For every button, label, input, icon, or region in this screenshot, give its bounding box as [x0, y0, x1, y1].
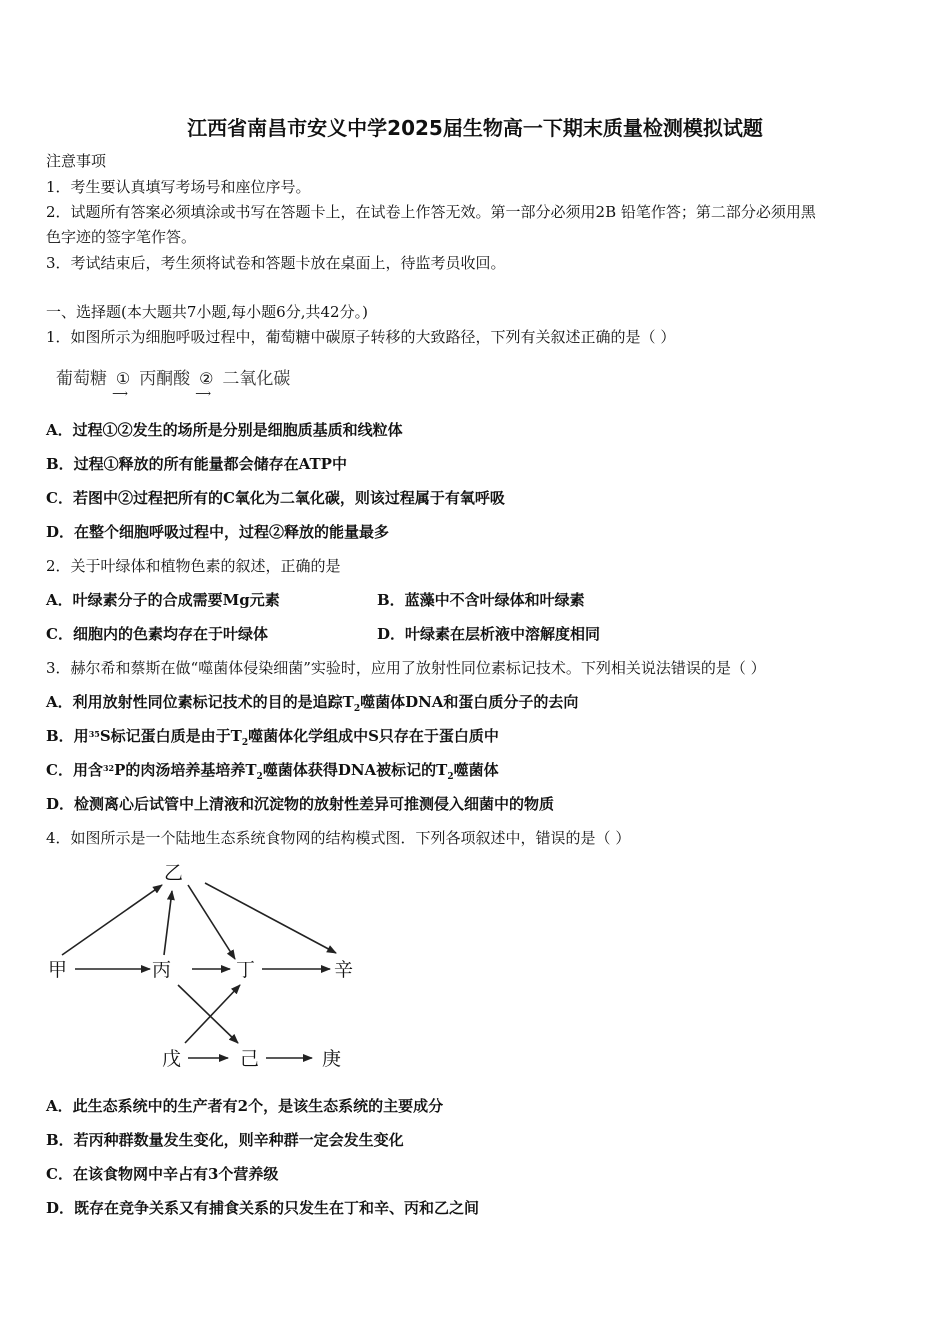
pathway-step2: ② — [199, 369, 214, 388]
node-geng: 庚 — [322, 1048, 342, 1070]
q4-option-a: A．此生态系统中的生产者有2个，是该生态系统的主要成分 — [46, 1097, 444, 1115]
q4-option-c: C．在该食物网中辛占有3个营养级 — [46, 1165, 279, 1183]
arrow-right-icon: ⟶ — [195, 387, 212, 400]
q4-option-d: D．既存在竞争关系又有捕食关系的只发生在丁和辛、丙和乙之间 — [46, 1199, 480, 1217]
node-bing: 丙 — [152, 959, 172, 981]
q1-option-d: D．在整个细胞呼吸过程中，过程②释放的能量最多 — [46, 523, 390, 541]
section-heading: 一、选择题(本大题共7小题,每小题6分,共42分。) — [46, 303, 368, 321]
notes-item-2: 2．试题所有答案必须填涂或书写在答题卡上，在试卷上作答无效。第一部分必须用2B 铅笔作答；第二部分必须用黑 — [46, 203, 816, 221]
node-jia: 甲 — [48, 959, 68, 981]
q3-option-c: C．用含$^{32}$P的肉汤培养基培养$T_2$噬菌体获得DNA被标记的$T_2$噬菌体 — [46, 761, 499, 782]
q2-stem: 2．关于叶绿体和植物色素的叙述，正确的是 — [46, 557, 341, 575]
pathway-glucose: 葡萄糖 — [56, 369, 107, 389]
edge-bing-yi — [164, 891, 172, 955]
q4-stem: 4．如图所示是一个陆地生态系统食物网的结构模式图．下列各项叙述中，错误的是（ ） — [46, 829, 631, 847]
food-web-diagram — [40, 855, 380, 1080]
node-xin: 辛 — [334, 959, 354, 981]
notes-item-1: 1．考生要认真填写考场号和座位序号。 — [46, 178, 311, 196]
notes-item-2-cont: 色字迹的签字笔作答。 — [46, 228, 197, 246]
q2-option-a: A．叶绿素分子的合成需要Mg元素 — [46, 591, 280, 609]
q1-option-b: B．过程①释放的所有能量都会储存在ATP中 — [46, 455, 347, 473]
q2-option-d: D．叶绿素在层析液中溶解度相同 — [377, 625, 601, 643]
pathway-step1: ① — [115, 369, 131, 388]
notes-heading: 注意事项 — [46, 152, 107, 170]
q2-option-c: C．细胞内的色素均存在于叶绿体 — [46, 625, 268, 643]
q3-option-b: B．用$^{35}$S标记蛋白质是由于$T_2$噬菌体化学组成中S只存在于蛋白质中 — [46, 727, 499, 748]
q4-option-b: B．若丙种群数量发生变化，则辛种群一定会发生变化 — [46, 1131, 404, 1149]
q1-option-a: A．过程①②发生的场所是分别是细胞质基质和线粒体 — [46, 421, 403, 439]
pathway-co2: 二氧化碳 — [222, 369, 291, 389]
q3-option-d: D．检测离心后试管中上清液和沉淀物的放射性差异可推测侵入细菌中的物质 — [46, 795, 555, 813]
arrow-right-icon: ⟶ — [112, 387, 128, 400]
node-wu: 戊 — [162, 1048, 182, 1070]
page-title: 江西省南昌市安义中学2025届生物高一下期末质量检测模拟试题 — [187, 116, 763, 140]
q1-option-c: C．若图中②过程把所有的C氧化为二氧化碳，则该过程属于有氧呼吸 — [46, 489, 505, 507]
node-ji: 己 — [240, 1048, 260, 1070]
edge-wu-ding — [185, 985, 240, 1043]
q3-option-a: A．利用放射性同位素标记技术的目的是追踪$T_2$噬菌体DNA和蛋白质分子的去向 — [46, 693, 579, 714]
node-yi: 乙 — [164, 862, 184, 884]
q1-stem: 1．如图所示为细胞呼吸过程中，葡萄糖中碳原子转移的大致路径，下列有关叙述正确的是（ ） — [46, 328, 676, 346]
edge-jia-yi — [62, 885, 162, 955]
node-ding: 丁 — [236, 959, 256, 981]
q1-pathway-figure — [56, 364, 290, 398]
pathway-pyruvate: 丙酮酸 — [139, 369, 191, 389]
q2-option-b: B．蓝藻中不含叶绿体和叶绿素 — [377, 591, 585, 609]
q3-stem: 3．赫尔希和蔡斯在做“噬菌体侵染细菌”实验时，应用了放射性同位素标记技术。下列相关说法错误的是（ ） — [46, 659, 766, 677]
notes-item-3: 3．考试结束后，考生须将试卷和答题卡放在桌面上，待监考员收回。 — [46, 254, 506, 272]
edge-bing-ji — [178, 985, 238, 1043]
